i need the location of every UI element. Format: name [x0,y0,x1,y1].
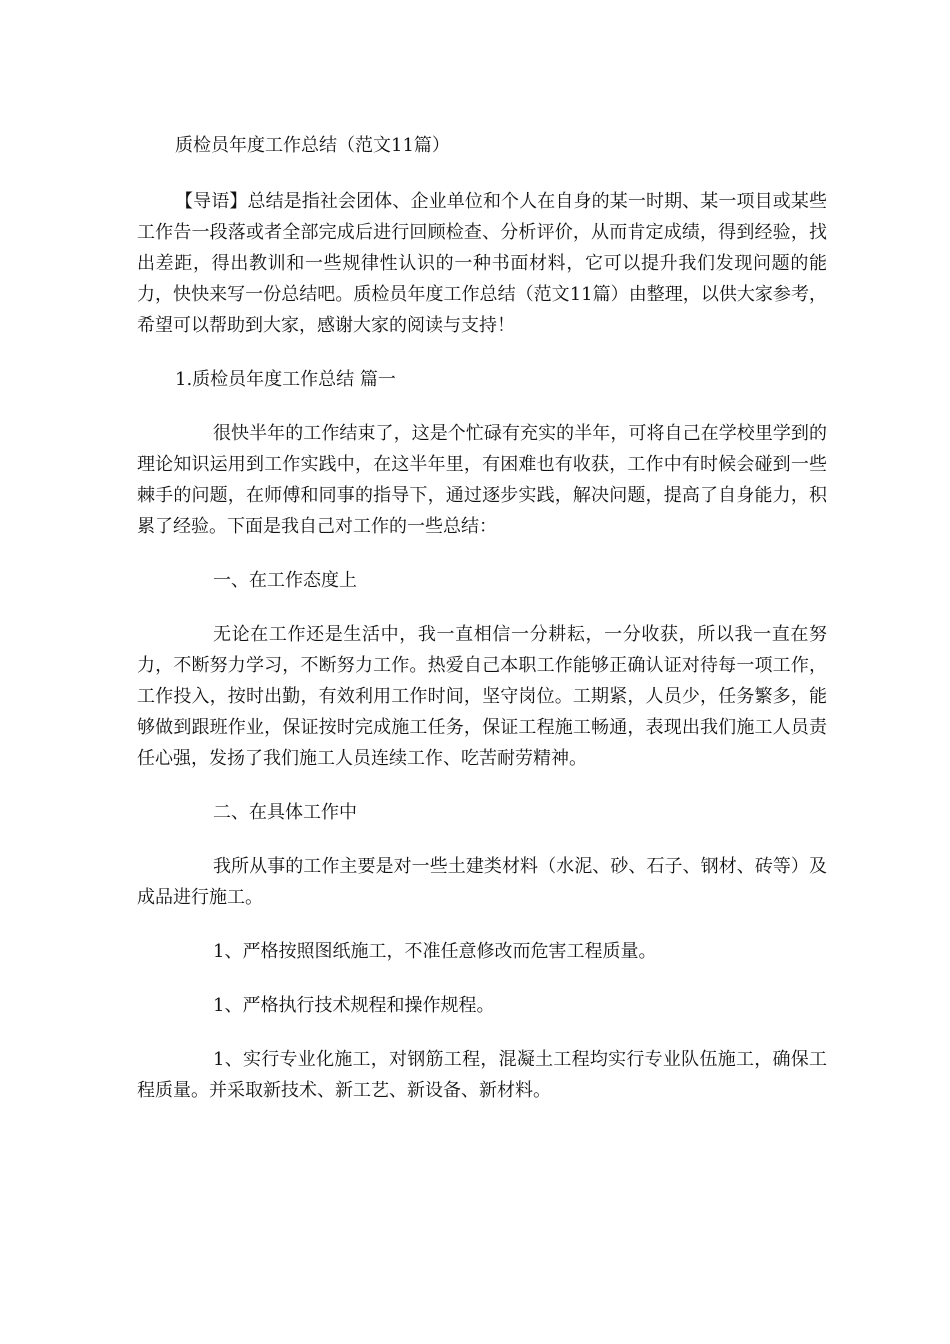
intro-paragraph: 【导语】总结是指社会团体、企业单位和个人在自身的某一时期、某一项目或某些工作告一段落或者全部完成后进行回顾检查、分析评价，从而肯定成绩，得到经验，找出差距，得出教训和一些规律性认识的一种书面材料，它可以提升我们发现问题的能力，快快来写一份总结吧。质检员年度工作总结（范文11篇）由整理，以供大家参考，希望可以帮助到大家，感谢大家的阅读与支持！ [137,191,827,336]
body-paragraph-2: 无论在工作还是生活中，我一直相信一分耕耘，一分收获，所以我一直在努力，不断努力学习，不断努力工作。热爱自己本职工作能够正确认证对待每一项工作，工作投入，按时出勤，有效利用工作时间，坚守岗位。工期紧，人员少，任务繁多，能够做到跟班作业，保证按时完成施工任务，保证工程施工畅通，表现出我们施工人员责任心强，发扬了我们施工人员连续工作、吃苦耐劳精神。 [137,624,827,769]
document-title: 质检员年度工作总结（范文11篇） [175,135,450,156]
list-item-1: 1、严格按照图纸施工，不准任意修改而危害工程质量。 [213,941,657,962]
body-paragraph-1: 很快半年的工作结束了，这是个忙碌有充实的半年，可将自己在学校里学到的理论知识运用到工作实践中，在这半年里，有困难也有收获，工作中有时候会碰到一些棘手的问题，在师傅和同事的指导下，通过逐步实践，解决问题，提高了自身能力，积累了经验。下面是我自己对工作的一些总结： [137,423,827,537]
section-heading: 1.质检员年度工作总结 篇一 [175,369,396,390]
body-paragraph-3: 我所从事的工作主要是对一些土建类材料（水泥、砂、石子、钢材、砖等）及成品进行施工。 [137,856,827,908]
list-item-2: 1、严格执行技术规程和操作规程。 [213,995,495,1016]
document-body [137,130,827,1129]
subheading-specific-work: 二、在具体工作中 [213,802,357,823]
subheading-attitude: 一、在工作态度上 [213,570,357,591]
list-item-3: 1、实行专业化施工，对钢筋工程，混凝土工程均实行专业队伍施工，确保工程质量。并采取新技术、新工艺、新设备、新材料。 [137,1049,827,1101]
